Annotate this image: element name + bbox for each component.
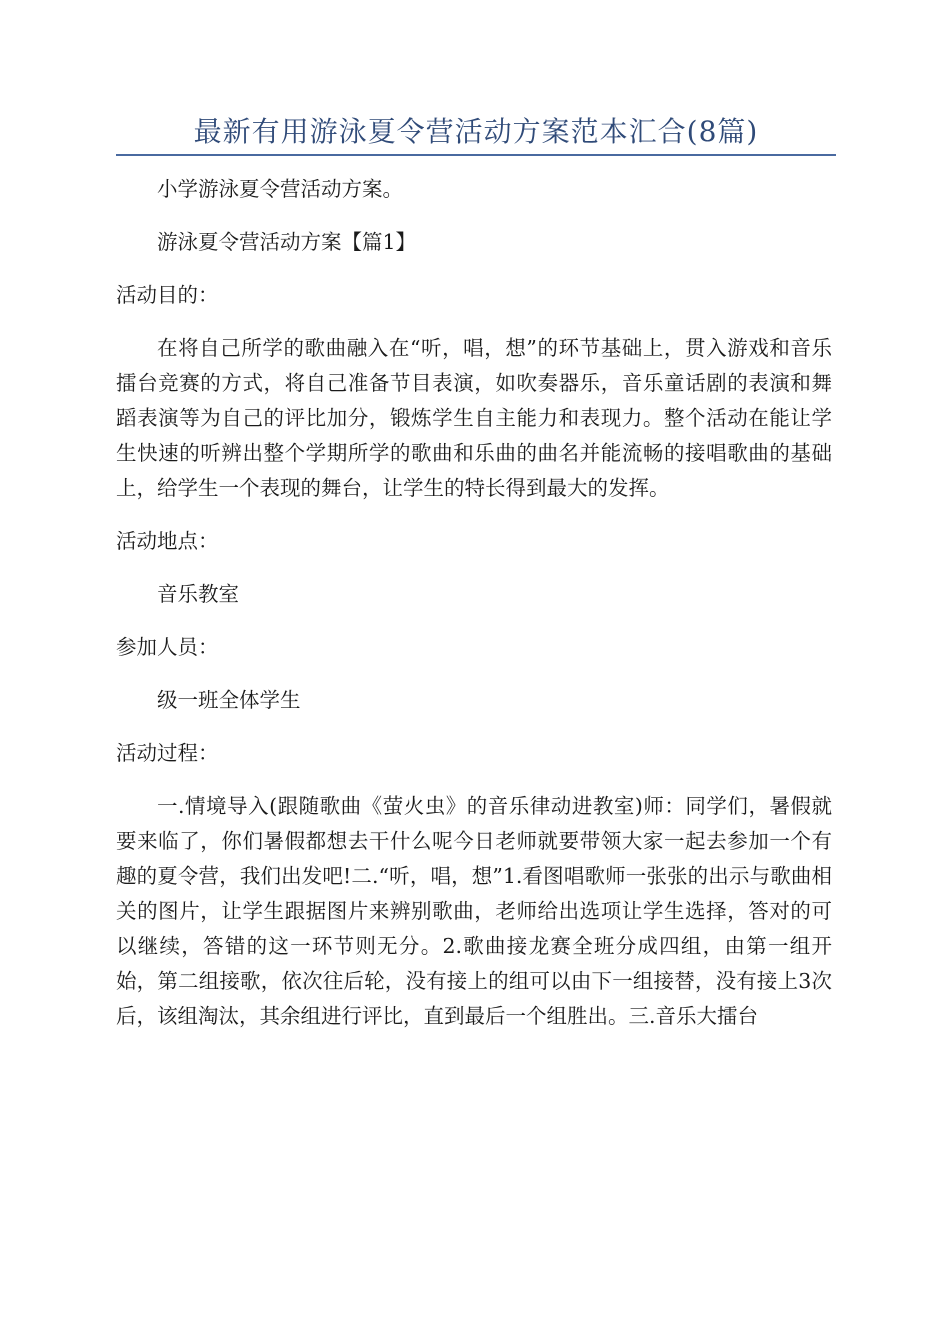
label-purpose: 活动目的： [116,283,219,307]
process-paragraph: 一.情境导入(跟随歌曲《萤火虫》的音乐律动进教室)师：同学们，暑假就要来临了，你们暑假都想去干什么呢今日老师就要带领大家一起去参加一个有趣的夏令营，我们出发吧!二.“听，唱，想”1.看图唱歌师一张张的出示与歌曲相关的图片，让学生跟据图片来辨别歌曲，老师给出选项让学生选择，答对的可以继续，答错的这一环节则无分。2.歌曲接龙赛全班分成四组，由第一组开始，第二组接歌，依次往后轮，没有接上的组可以由下一组接替，没有接上3次后，该组淘汰，其余组进行评比，直到最后一个组胜出。三.音乐大擂台 [116,794,832,1028]
participants-paragraph: 级一班全体学生 [157,688,301,712]
purpose-paragraph: 在将自己所学的歌曲融入在“听，唱，想”的环节基础上，贯入游戏和音乐擂台竞赛的方式，将自己准备节目表演，如吹奏器乐，音乐童话剧的表演和舞蹈表演等为自己的评比加分，锻炼学生自主能力和表现力。整个活动在能让学生快速的听辨出整个学期所学的歌曲和乐曲的曲名并能流畅的接唱歌曲的基础上，给学生一个表现的舞台，让学生的特长得到最大的发挥。 [116,336,832,500]
label-location: 活动地点： [116,529,219,553]
label-participants: 参加人员： [116,635,219,659]
section-heading: 游泳夏令营活动方案【篇1】 [157,230,417,254]
document-body [116,172,832,1052]
label-process: 活动过程： [116,741,219,765]
location-paragraph: 音乐教室 [157,582,239,606]
title-underline [116,154,836,156]
document-title: 最新有用游泳夏令营活动方案范本汇合(8篇) [193,115,759,148]
intro-paragraph: 小学游泳夏令营活动方案。 [157,177,403,201]
